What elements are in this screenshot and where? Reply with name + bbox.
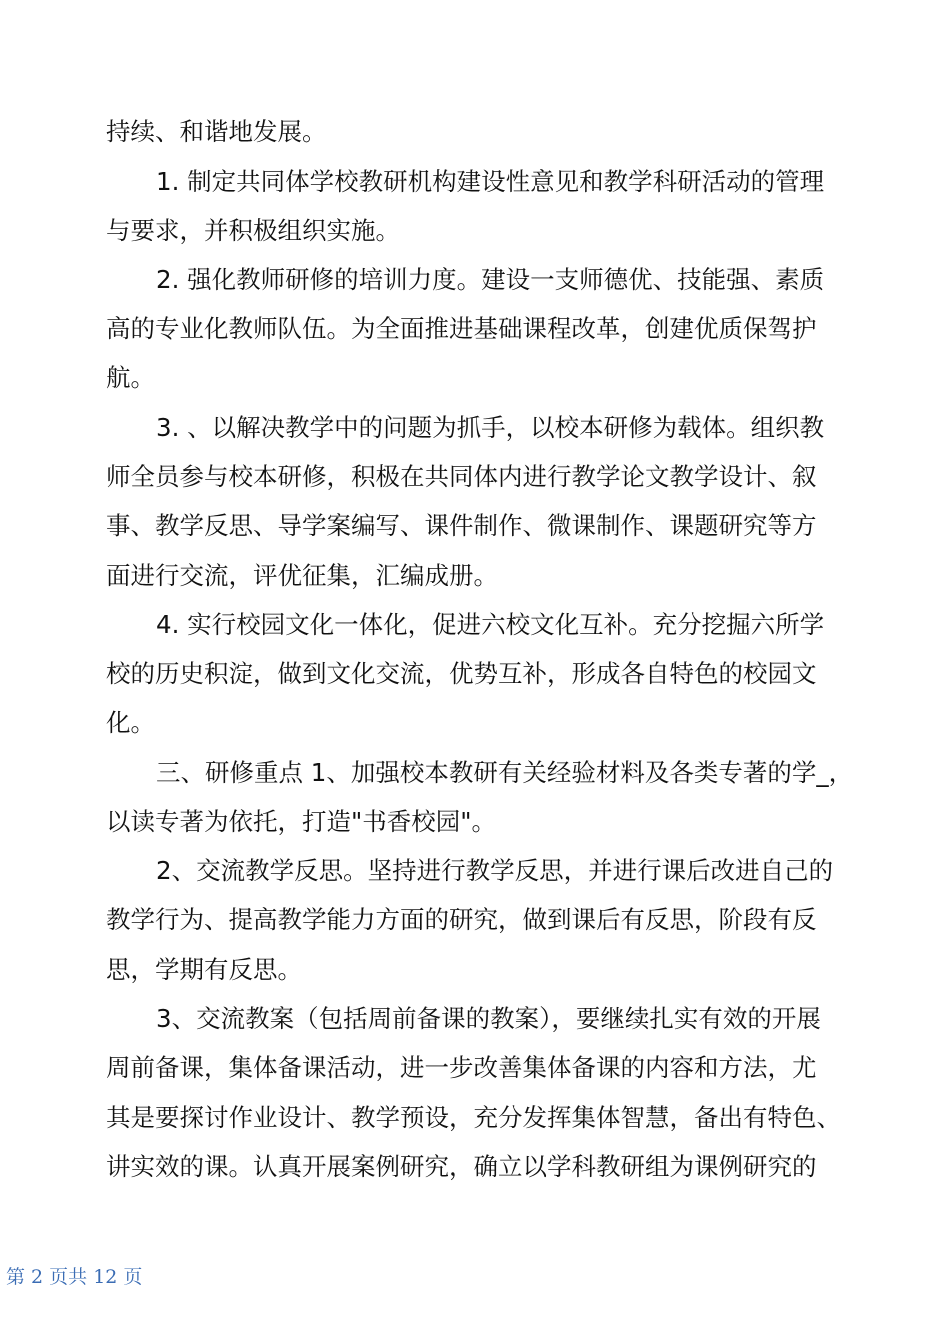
body-text-line: 2、交流教学反思。坚持进行教学反思，并进行课后改进自己的 bbox=[156, 856, 834, 885]
body-text-line: 化。 bbox=[106, 708, 155, 737]
body-text-line: 与要求，并积极组织实施。 bbox=[106, 216, 400, 245]
body-text-line: 师全员参与校本研修，积极在共同体内进行教学论文教学设计、叙 bbox=[106, 462, 817, 491]
body-text-line: 事、教学反思、导学案编写、课件制作、微课制作、课题研究等方 bbox=[106, 511, 817, 540]
body-text-line: 4. 实行校园文化一体化，促进六校文化互补。充分挖掘六所学 bbox=[156, 610, 825, 639]
body-text-line: 三、研修重点 1、加强校本教研有关经验材料及各类专著的学_， bbox=[156, 758, 854, 787]
body-text-line: 3. 、以解决教学中的问题为抓手，以校本研修为载体。组织教 bbox=[156, 413, 825, 442]
page-number-footer: 第 2 页共 12 页 bbox=[6, 1266, 143, 1288]
body-text-line: 1. 制定共同体学校教研机构建设性意见和教学科研活动的管理 bbox=[156, 167, 825, 196]
body-text-line: 周前备课，集体备课活动，进一步改善集体备课的内容和方法，尤 bbox=[106, 1053, 817, 1082]
body-text-line: 教学行为、提高教学能力方面的研究，做到课后有反思，阶段有反 bbox=[106, 905, 817, 934]
body-text-line: 面进行交流，评优征集，汇编成册。 bbox=[106, 561, 498, 590]
body-text-line: 航。 bbox=[106, 363, 155, 392]
body-text-line: 校的历史积淀，做到文化交流，优势互补，形成各自特色的校园文 bbox=[106, 659, 817, 688]
body-text-line: 其是要探讨作业设计、教学预设，充分发挥集体智慧，备出有特色、 bbox=[106, 1103, 841, 1132]
body-text-line: 以读专著为依托，打造"书香校园"。 bbox=[106, 807, 497, 836]
body-text-line: 思，学期有反思。 bbox=[106, 955, 302, 984]
body-text-line: 3、交流教案（包括周前备课的教案），要继续扎实有效的开展 bbox=[156, 1004, 821, 1033]
body-text-line: 高的专业化教师队伍。为全面推进基础课程改革，创建优质保驾护 bbox=[106, 314, 817, 343]
body-text-line: 持续、和谐地发展。 bbox=[106, 117, 327, 146]
body-text-line: 讲实效的课。认真开展案例研究，确立以学科教研组为课例研究的 bbox=[106, 1152, 817, 1181]
body-text-line: 2. 强化教师研修的培训力度。建设一支师德优、技能强、素质 bbox=[156, 265, 825, 294]
